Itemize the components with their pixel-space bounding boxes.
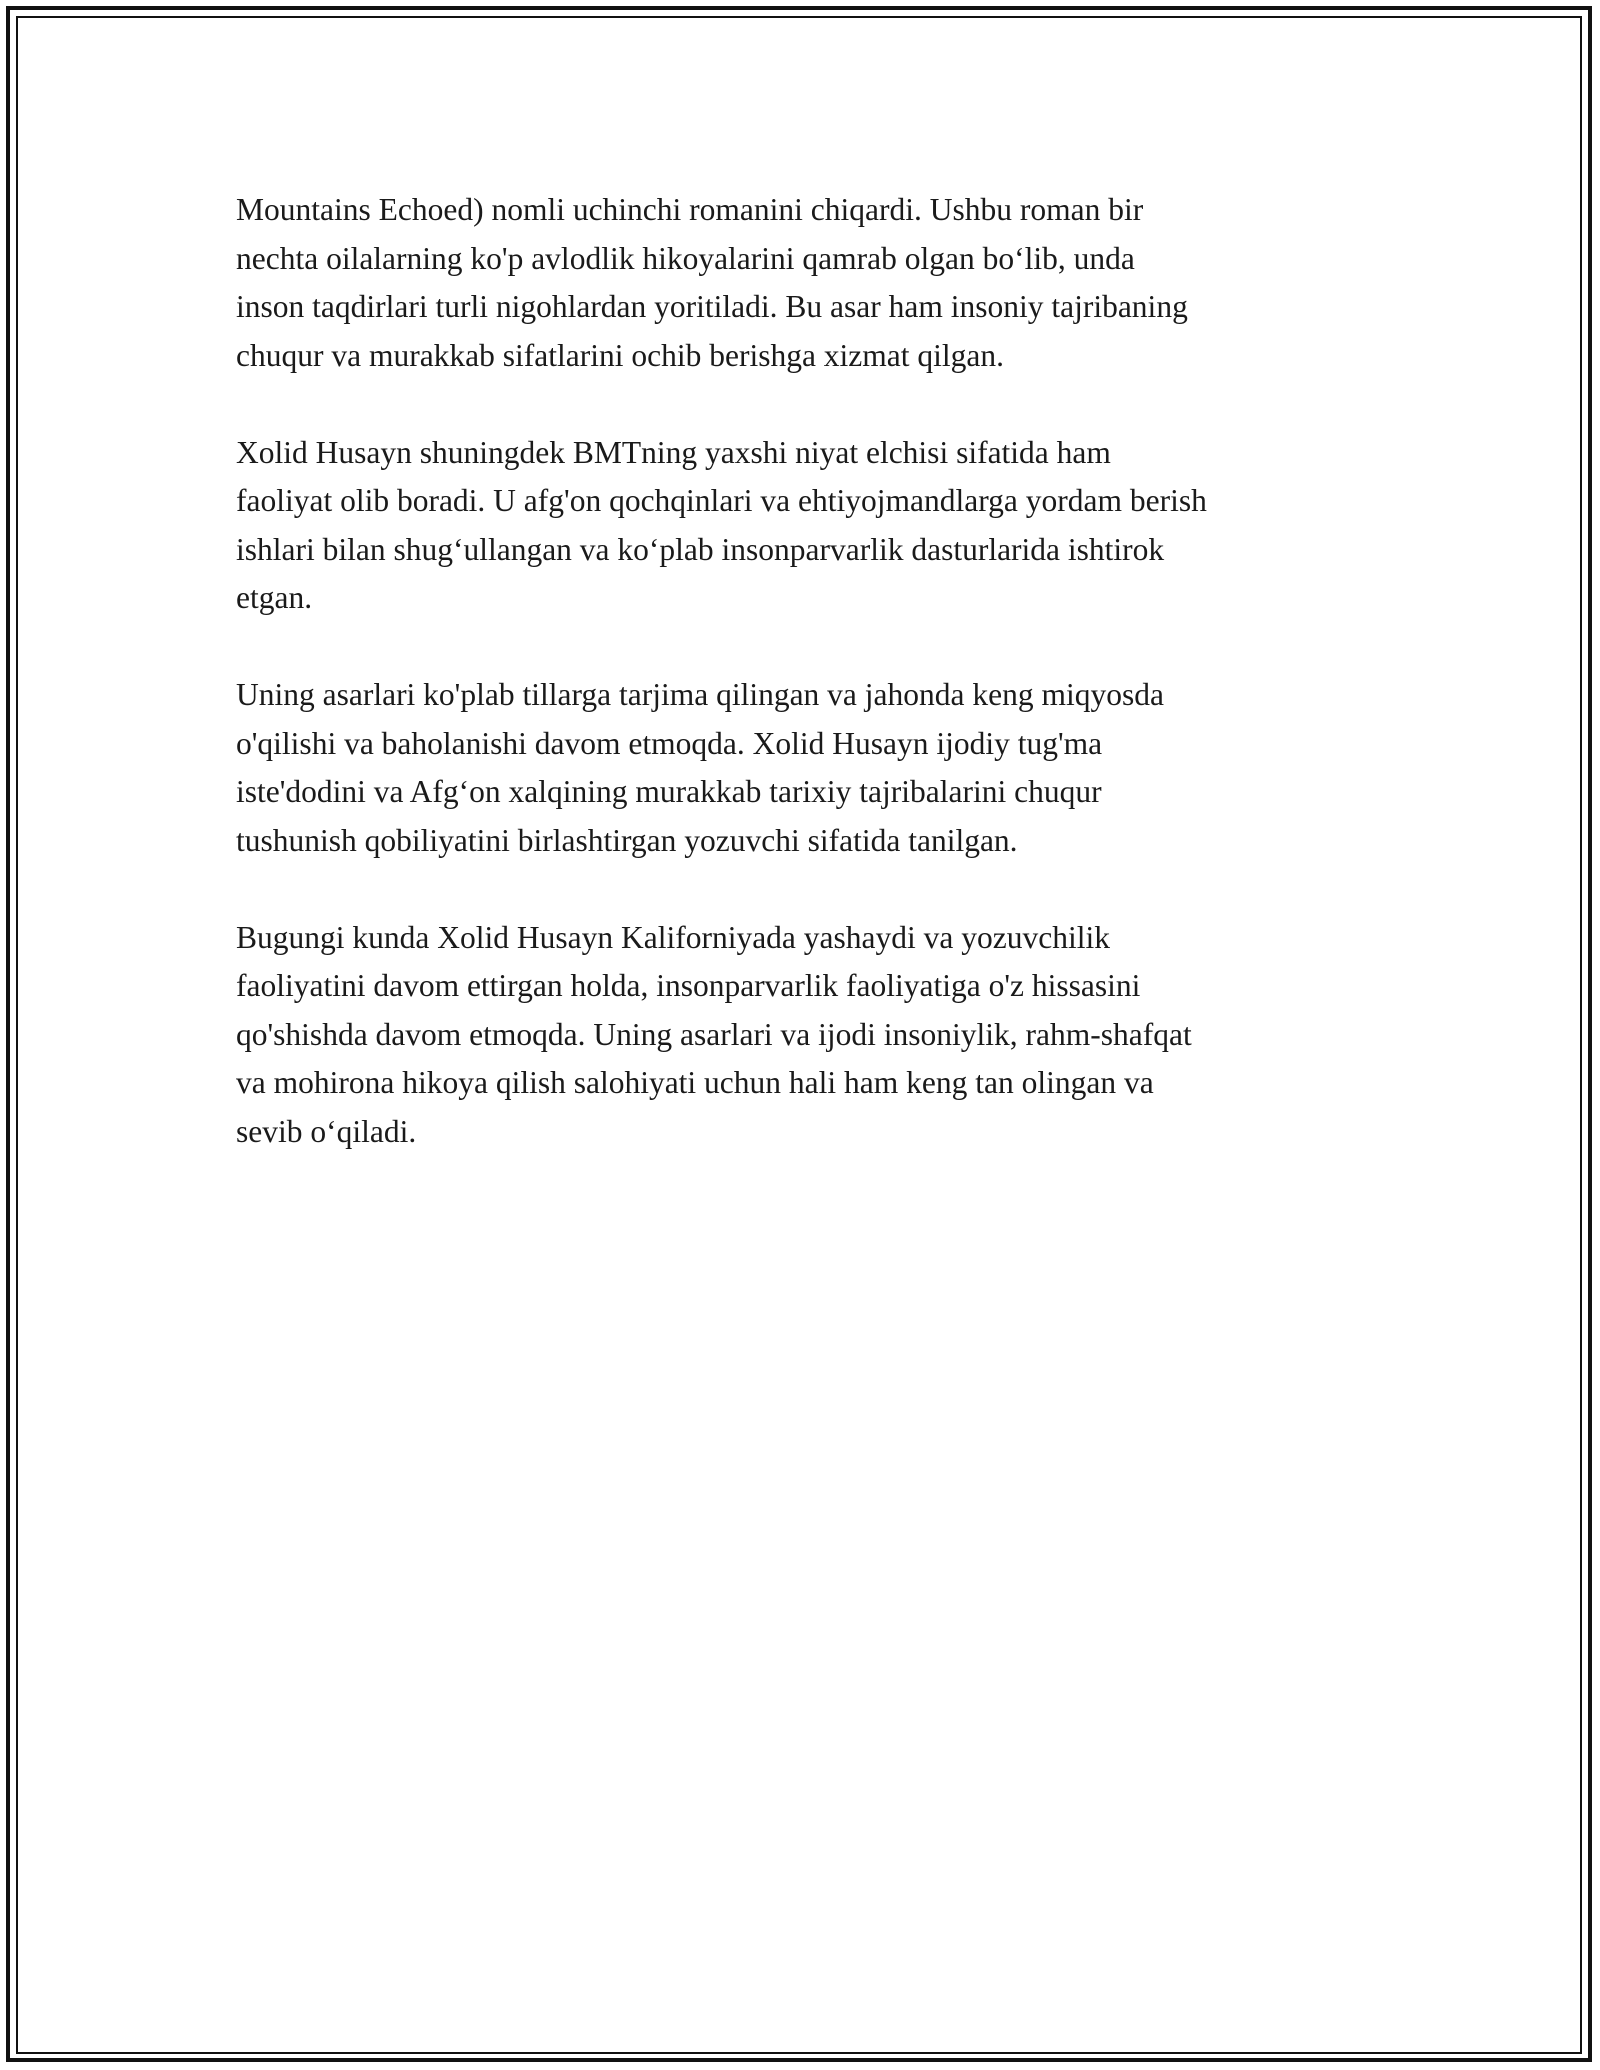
- text-line: Xolid Husayn shuningdek BMTning yaxshi niyat elchisi sifatida ham: [236, 434, 1111, 470]
- text-line: faoliyatini davom ettirgan holda, insonparvarlik faoliyatiga o'z hissasini: [236, 968, 1141, 1003]
- text-line: nechta oilalarning ko'p avlodlik hikoyalarini qamrab olgan bo‘lib, unda: [236, 240, 1135, 276]
- text-line: sevib o‘qiladi.: [236, 1113, 417, 1149]
- text-line: Bugungi kunda Xolid Husayn Kaliforniyada yashaydi va yozuvchilik: [236, 919, 1110, 955]
- text-line: Mountains Echoed) nomli uchinchi romanini chiqardi. Ushbu roman bir: [236, 192, 1144, 227]
- text-line: va mohirona hikoya qilish salohiyati uchun hali ham keng tan olingan va: [236, 1065, 1154, 1100]
- text-line: tushunish qobiliyatini birlashtirgan yozuvchi sifatida tanilgan.: [236, 822, 1018, 858]
- text-line: chuqur va murakkab sifatlarini ochib berishga xizmat qilgan.: [236, 337, 1005, 373]
- paragraph-goodwill-envoy: [236, 429, 1376, 623]
- text-line: iste'dodini va Afg‘on xalqining murakkab tarixiy tajribalarini chuqur: [236, 774, 1102, 809]
- document-body: [236, 186, 1376, 1205]
- text-line: qo'shishda davom etmoqda. Uning asarlari va ijodi insoniylik, rahm-shafqat: [236, 1016, 1192, 1052]
- paragraph-today: [236, 914, 1376, 1157]
- text-line: ishlari bilan shug‘ullangan va ko‘plab insonparvarlik dasturlarida ishtirok: [236, 531, 1165, 567]
- text-line: inson taqdirlari turli nigohlardan yoritiladi. Bu asar ham insoniy tajribaning: [236, 289, 1188, 324]
- text-line: o'qilishi va baholanishi davom etmoqda. Xolid Husayn ijodiy tug'ma: [236, 725, 1103, 761]
- text-line: Uning asarlari ko'plab tillarga tarjima qilingan va jahonda keng miqyosda: [236, 677, 1164, 712]
- text-line: faoliyat olib boradi. U afg'on qochqinlari va ehtiyojmandlarga yordam berish: [236, 483, 1207, 518]
- paragraph-memoir-third-novel: [236, 186, 1376, 380]
- text-line: etgan.: [236, 580, 313, 615]
- paragraph-translations: [236, 671, 1376, 865]
